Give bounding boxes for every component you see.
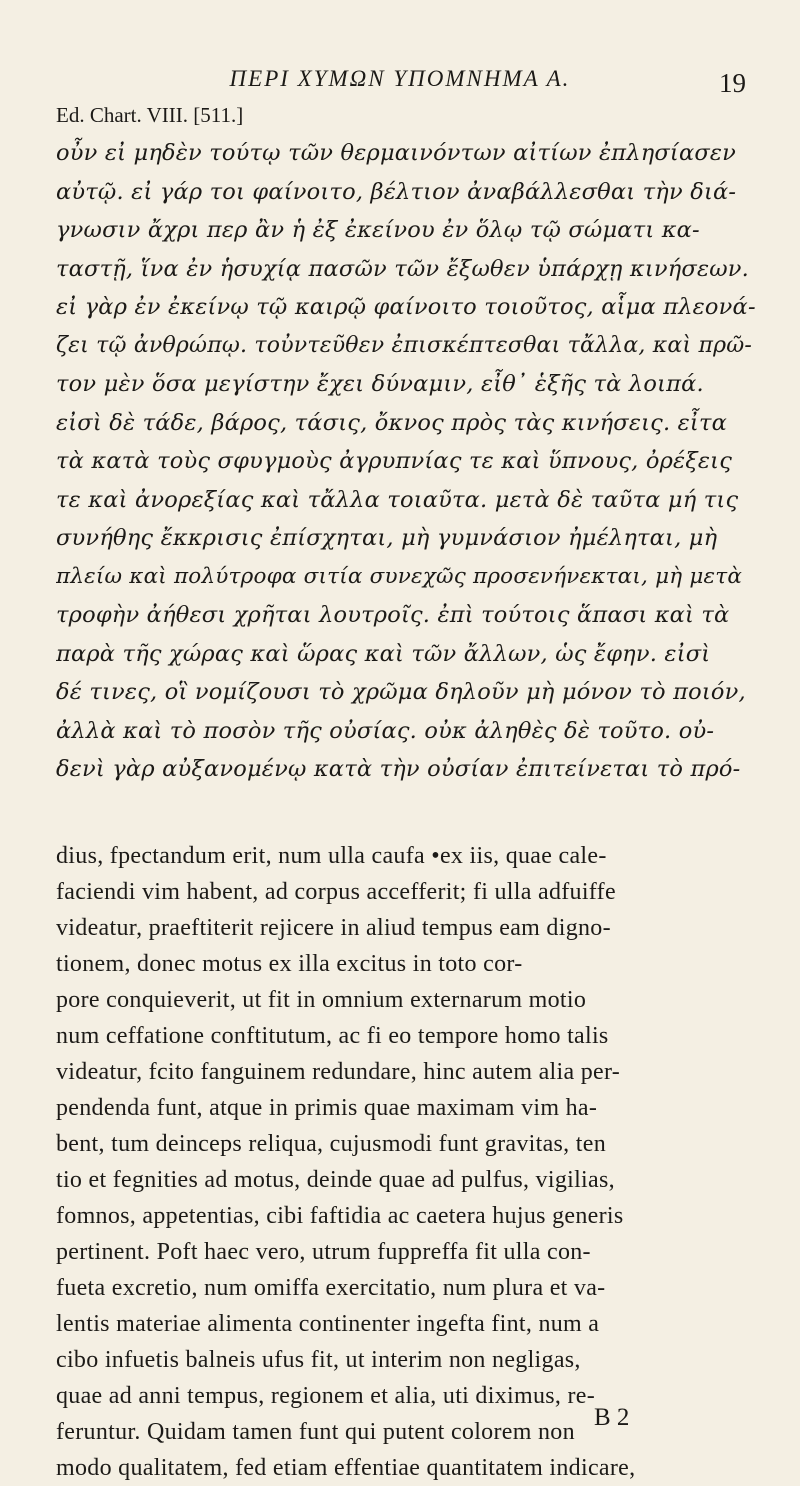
latin-line: faciendi vim habent, ad corpus accefferit; fi ulla adfuiffe xyxy=(56,879,616,905)
greek-line: παρὰ τῆς χώρας καὶ ὥρας καὶ τῶν ἄλλων, ὡς ἔφην. εἰσὶ xyxy=(56,640,711,667)
greek-line: συνήθης ἔκκρισις ἐπίσχηται, μὴ γυμνάσιον ἠμέληται, μὴ xyxy=(56,525,718,551)
latin-line: videatur, fcito fanguinem redundare, hinc autem alia per- xyxy=(56,1059,621,1085)
greek-line: τροφὴν ἀήθεσι χρῆται λουτροῖς. ἐπὶ τούτοις ἅπασι καὶ τὰ xyxy=(56,602,730,628)
latin-line: cibo infuetis balneis ufus fit, ut interim non negligas, xyxy=(56,1347,581,1373)
latin-line: quae ad anni tempus, regionem et alia, uti diximus, re- xyxy=(56,1383,596,1409)
greek-line: εἰσὶ δὲ τάδε, βάρος, τάσις, ὄκνος πρὸς τὰς κινήσεις. εἶτα xyxy=(56,409,727,436)
latin-text-block xyxy=(56,838,770,1486)
latin-line: pendenda funt, atque in primis quae maximam vim ha- xyxy=(56,1095,598,1121)
greek-line: τὰ κατὰ τοὺς σφυγμοὺς ἀγρυπνίας τε καὶ ὕπνους, ὀρέξεις xyxy=(56,448,732,474)
greek-line: οὖν εἰ μηδὲν τούτῳ τῶν θερμαινόντων αἰτίων ἐπλησίασεν xyxy=(56,140,737,166)
latin-line: tionem, donec motus ex illa excitus in toto cor- xyxy=(56,951,523,977)
latin-line: bent, tum deinceps reliqua, cujusmodi funt gravitas, ten xyxy=(56,1131,607,1157)
greek-line: εἰ γὰρ ἐν ἐκείνῳ τῷ καιρῷ φαίνοιτο τοιοῦτος, αἷμα πλεονά- xyxy=(56,294,756,320)
greek-text-block xyxy=(56,134,756,789)
latin-line: dius, fpectandum erit, num ulla caufa •ex iis, quae cale- xyxy=(56,843,607,869)
running-head xyxy=(0,66,800,96)
latin-line: feruntur. Quidam tamen funt qui putent colorem non xyxy=(56,1419,575,1445)
latin-line: tio et fegnities ad motus, deinde quae ad pulfus, vigilias, xyxy=(56,1167,615,1193)
latin-line: pore conquieverit, ut fit in omnium externarum motio xyxy=(56,987,587,1013)
latin-line: fueta excretio, num omiffa exercitatio, num plura et va- xyxy=(56,1275,606,1301)
greek-line: γνωσιν ἄχρι περ ἂν ἡ ἐξ ἐκείνου ἐν ὅλῳ τῷ σώματι κα- xyxy=(56,217,700,243)
edition-note: Ed. Chart. VIII. [511.] xyxy=(56,103,244,127)
latin-line: fomnos, appetentias, cibi faftidia ac caetera hujus generis xyxy=(56,1203,624,1229)
greek-line: δενὶ γὰρ αὐξανομένῳ κατὰ τὴν οὐσίαν ἐπιτείνεται τὸ πρό- xyxy=(56,756,741,782)
greek-line: αὐτῷ. εἰ γάρ τοι φαίνοιτο, βέλτιον ἀναβάλλεσθαι τὴν διά- xyxy=(56,178,737,205)
greek-line: πλείω καὶ πολύτροφα σιτία συνεχῶς προσενήνεκται, μὴ μετὰ xyxy=(56,563,743,589)
greek-line: δέ τινες, οἳ νομίζουσι τὸ χρῶμα δηλοῦν μὴ μόνον τὸ ποιόν, xyxy=(56,679,746,705)
signature-mark: B 2 xyxy=(594,1404,630,1431)
latin-line: videatur, praeftiterit rejicere in aliud tempus eam digno- xyxy=(56,915,611,941)
latin-line: modo qualitatem, fed etiam effentiae quantitatem indicare, xyxy=(56,1455,636,1481)
greek-line: ἀλλὰ καὶ τὸ ποσὸν τῆς οὐσίας. οὐκ ἀληθὲς δὲ τοῦτο. οὐ- xyxy=(56,717,715,744)
greek-line: ταστῇ, ἵνα ἐν ἡσυχίᾳ πασῶν τῶν ἔξωθεν ὑπάρχῃ κινήσεων. xyxy=(56,255,750,282)
latin-line: num ceffatione conftitutum, ac fi eo tempore homo talis xyxy=(56,1023,609,1049)
latin-line: lentis materiae alimenta continenter ingefta fint, num a xyxy=(56,1311,600,1337)
latin-line: pertinent. Poft haec vero, utrum fuppreffa fit ulla con- xyxy=(56,1239,591,1265)
running-title: ΠΕΡΙ ΧΥΜΩΝ ΥΠΟΜΝΗΜΑ Α. xyxy=(229,66,571,91)
greek-line: ζει τῷ ἀνθρώπῳ. τοὐντεῦθεν ἐπισκέπτεσθαι τἄλλα, καὶ πρῶ- xyxy=(56,332,753,358)
page-number: 19 xyxy=(719,68,746,98)
greek-line: τον μὲν ὅσα μεγίστην ἔχει δύναμιν, εἶθ᾽ ἑξῆς τὰ λοιπά. xyxy=(56,371,704,397)
greek-line: τε καὶ ἀνορεξίας καὶ τἄλλα τοιαῦτα. μετὰ δὲ ταῦτα μή τις xyxy=(56,486,739,513)
